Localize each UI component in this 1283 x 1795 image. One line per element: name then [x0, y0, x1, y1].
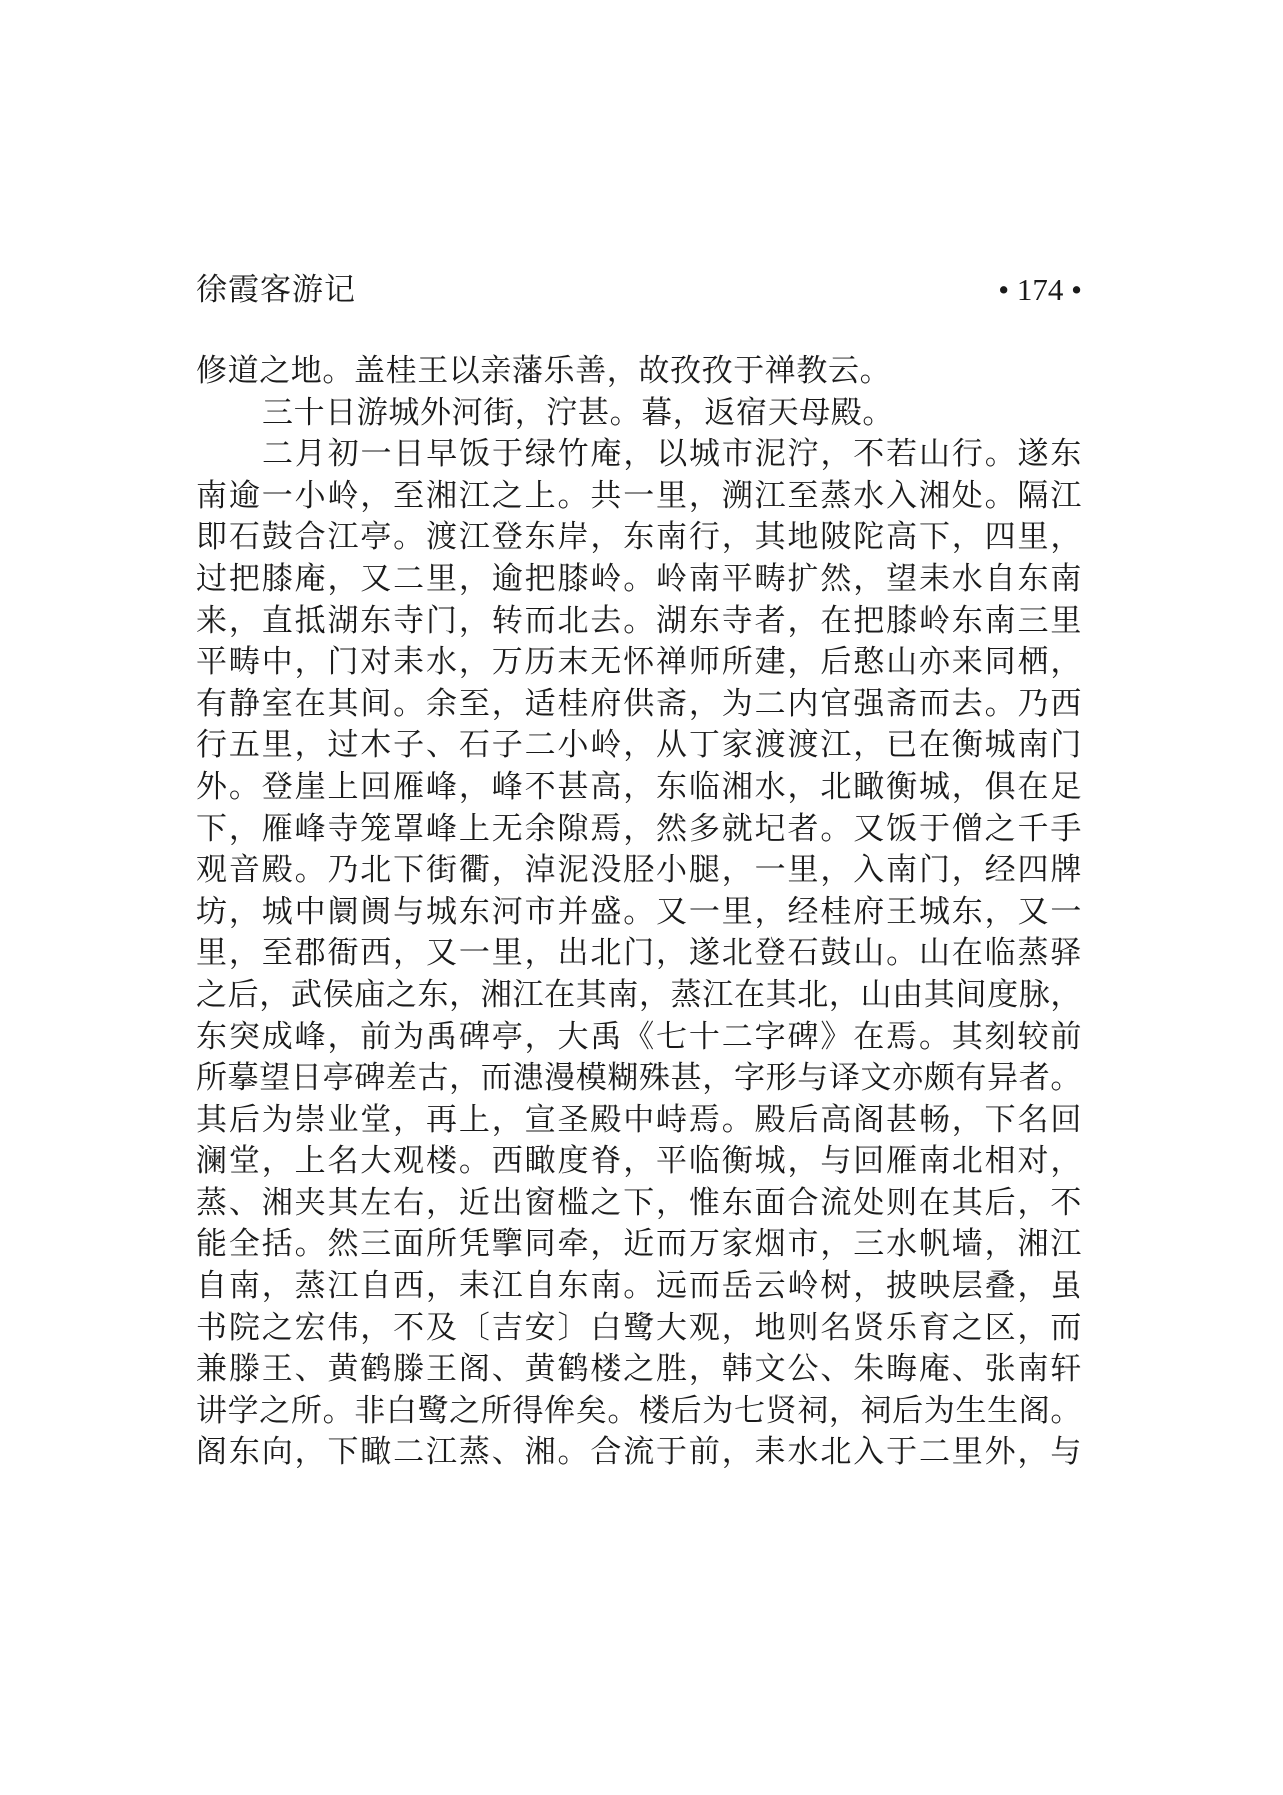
text-line: 东突成峰，前为禹碑亭，大禹《七十二字碑》在焉。其刻较前	[196, 1018, 1082, 1055]
text-line: 里，至郡衙西，又一里，出北门，遂北登石鼓山。山在临蒸驿	[196, 935, 1082, 972]
text-line: 三十日游城外河街，泞甚。暮，返宿天母殿。	[262, 394, 894, 431]
text-line: 修道之地。盖桂王以亲藩乐善，故孜孜于禅教云。	[196, 353, 892, 389]
text-line: 过把膝庵，又二里，逾把膝岭。岭南平畴扩然，望耒水自东南	[196, 560, 1082, 597]
text-line: 兼滕王、黄鹤滕王阁、黄鹤楼之胜，韩文公、朱晦庵、张南轩	[196, 1351, 1082, 1388]
text-line: 平畴中，门对耒水，万历末无怀禅师所建，后憨山亦来同栖，	[196, 644, 1082, 681]
text-line: 其后为崇业堂，再上，宣圣殿中峙焉。殿后高阁甚畅，下名回	[196, 1101, 1082, 1138]
text-line: 阁东向，下瞰二江蒸、湘。合流于前，耒水北入于二里外，与	[196, 1434, 1082, 1471]
text-line: 讲学之所。非白鹭之所得侔矣。楼后为七贤祠，祠后为生生阁。	[196, 1392, 1082, 1429]
text-line: 所摹望日亭碑差古，而漶漫模糊殊甚，字形与译文亦颇有异者。	[196, 1060, 1082, 1097]
body-text	[196, 351, 1082, 1474]
text-line: 坊，城中阛阓与城东河市并盛。又一里，经桂府王城东，又一	[196, 893, 1082, 930]
text-line: 能全括。然三面所凭擥同牵，近而万家烟市，三水帆墙，湘江	[196, 1226, 1082, 1263]
text-line: 即石鼓合江亭。渡江登东岸，东南行，其地陂陀高下，四里，	[196, 519, 1082, 556]
book-title: 徐霞客游记	[196, 272, 356, 308]
running-header	[196, 268, 1082, 312]
text-line: 外。登崖上回雁峰，峰不甚高，东临湘水，北瞰衡城，俱在足	[196, 768, 1082, 805]
text-line: 有静室在其间。余至，适桂府供斋，为二内官强斋而去。乃西	[196, 685, 1082, 722]
text-line: 南逾一小岭，至湘江之上。共一里，溯江至蒸水入湘处。隔江	[196, 477, 1082, 514]
text-line: 之后，武侯庙之东，湘江在其南，蒸江在其北，山由其间度脉，	[196, 976, 1082, 1013]
text-line: 自南，蒸江自西，耒江自东南。远而岳云岭树，披映层叠，虽	[196, 1268, 1082, 1305]
page-number: • 174 •	[998, 272, 1082, 307]
text-line: 蒸、湘夹其左右，近出窗槛之下，惟东面合流处则在其后，不	[196, 1184, 1082, 1221]
text-line: 澜堂，上名大观楼。西瞰度脊，平临衡城，与回雁南北相对，	[196, 1143, 1082, 1180]
text-line: 来，直抵湖东寺门，转而北去。湖东寺者，在把膝岭东南三里	[196, 602, 1082, 639]
text-line: 二月初一日早饭于绿竹庵，以城市泥泞，不若山行。遂东	[262, 436, 1082, 473]
text-line: 行五里，过木子、石子二小岭，从丁家渡渡江，已在衡城南门	[196, 727, 1082, 764]
text-line: 观音殿。乃北下街衢，淖泥没胫小腿，一里，入南门，经四牌	[196, 852, 1082, 889]
text-line: 下，雁峰寺笼罩峰上无余隙焉，然多就圮者。又饭于僧之千手	[196, 810, 1082, 847]
text-line: 书院之宏伟，不及〔吉安〕白鹭大观，地则名贤乐育之区，而	[196, 1309, 1082, 1346]
